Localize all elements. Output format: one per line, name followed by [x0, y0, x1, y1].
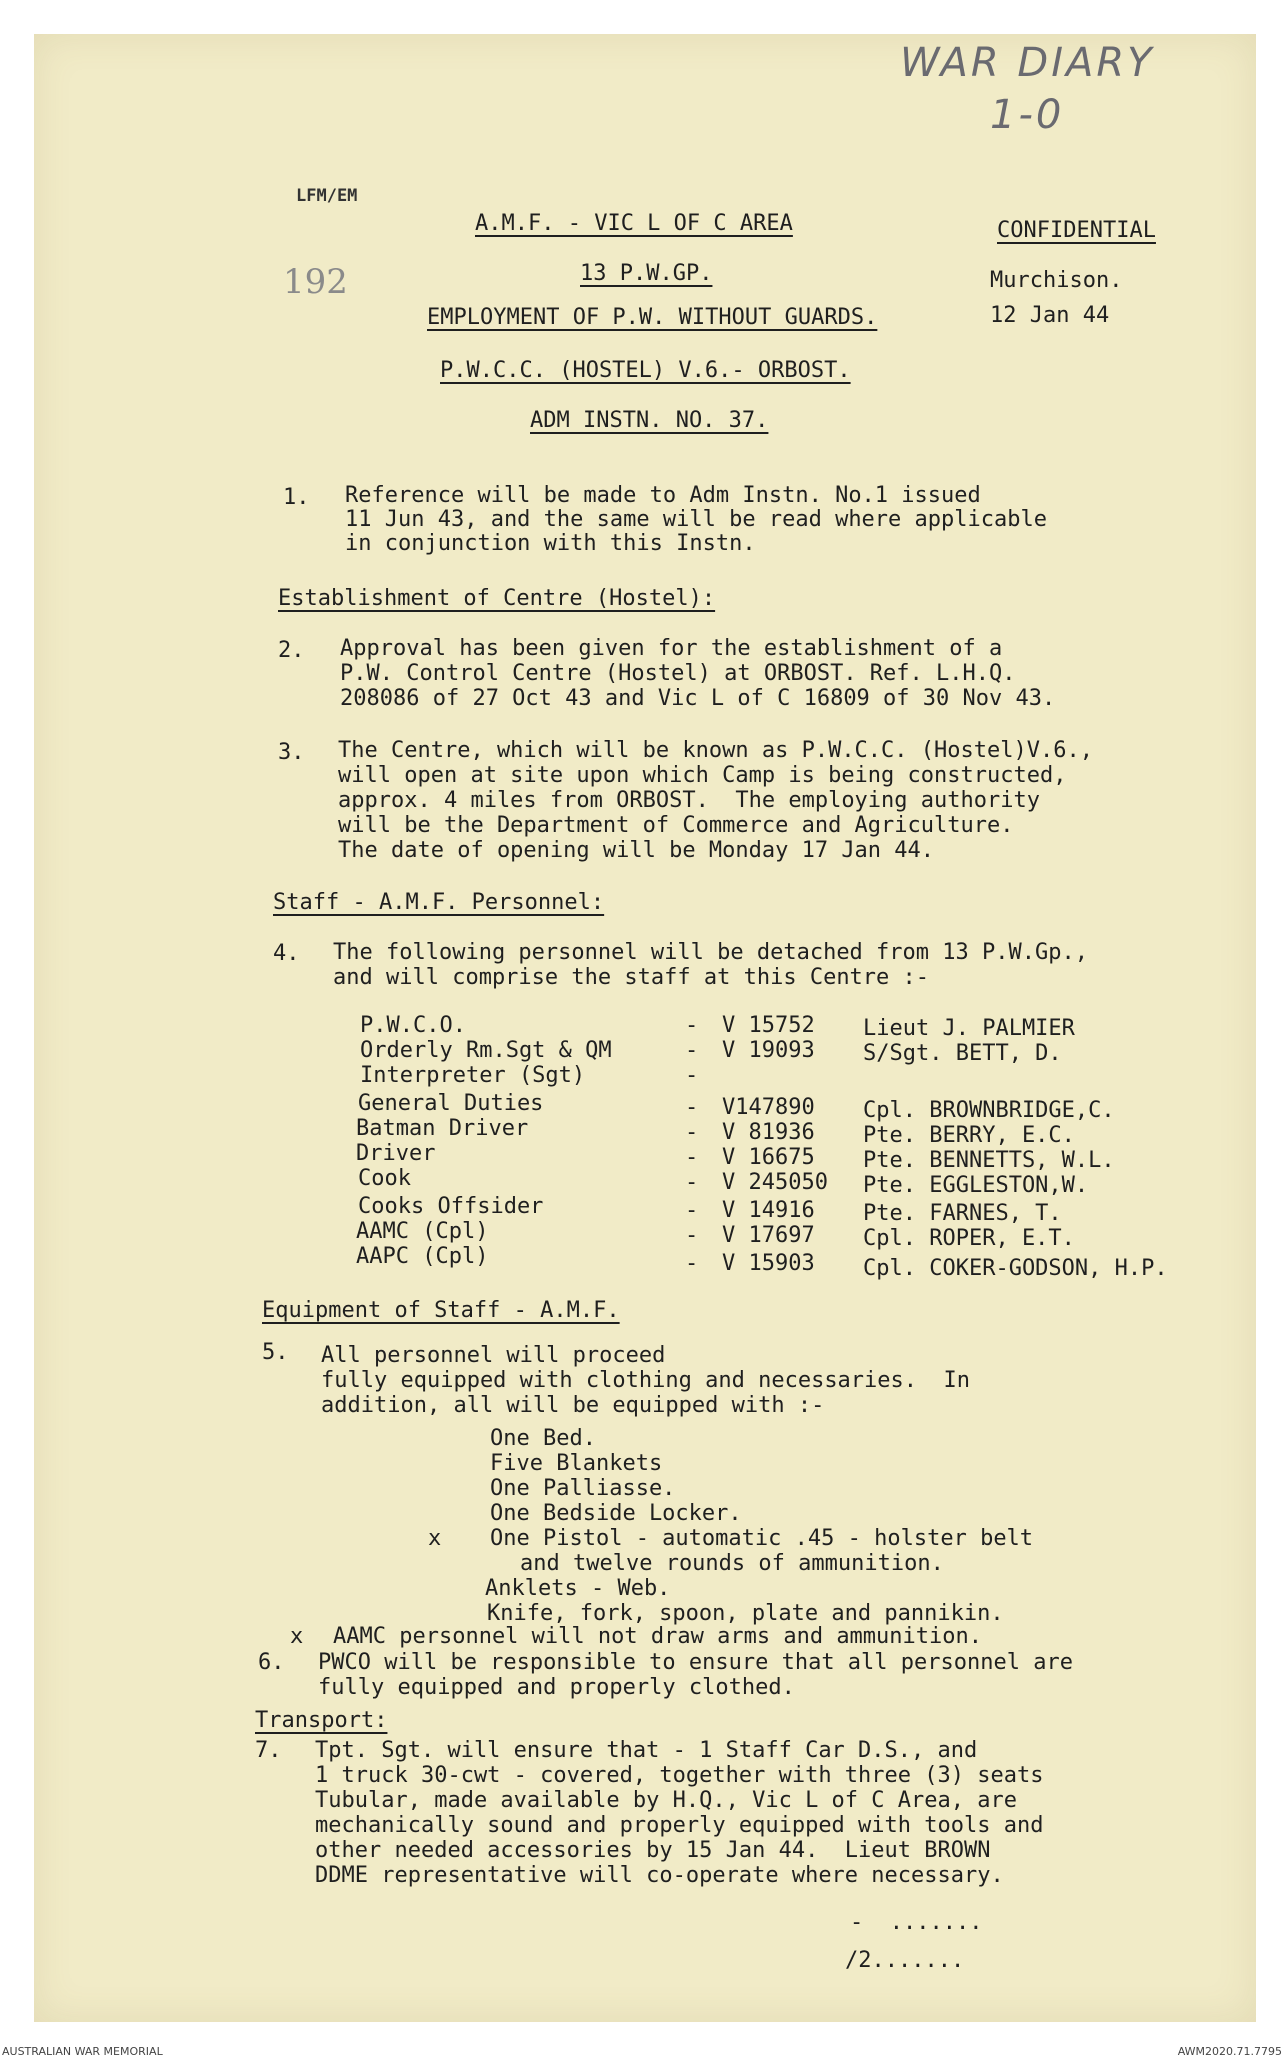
- staff-number: V 245050: [722, 1170, 828, 1195]
- typist-initials: LFM/EM: [296, 186, 358, 206]
- para-1-number: 1.: [283, 485, 310, 510]
- para-3-line: approx. 4 miles from ORBOST. The employing authority: [338, 788, 1040, 813]
- para-2-line: 208086 of 27 Oct 43 and Vic L of C 16809 of 30 Nov 43.: [340, 686, 1056, 711]
- para-7-line: mechanically sound and properly equipped with tools and: [315, 1813, 1044, 1838]
- para-2-number: 2.: [278, 638, 305, 663]
- para-6-line: fully equipped and properly clothed.: [318, 1675, 795, 1700]
- para-1-line: in conjunction with this Instn.: [345, 531, 756, 556]
- staff-role: Interpreter (Sgt): [360, 1063, 586, 1088]
- staff-number: V 17697: [722, 1223, 815, 1248]
- header-instruction: ADM INSTN. NO. 37.: [530, 408, 769, 433]
- staff-name: Pte. EGGLESTON,W.: [863, 1173, 1089, 1198]
- heading-establishment: Establishment of Centre (Hostel):: [278, 586, 716, 611]
- staff-dash: -: [685, 1013, 699, 1038]
- heading-transport: Transport:: [255, 1708, 388, 1733]
- para-6-number: 6.: [258, 1650, 285, 1675]
- heading-equipment: Equipment of Staff - A.M.F.: [262, 1298, 620, 1323]
- staff-dash: -: [685, 1223, 699, 1248]
- date: 12 Jan 44: [990, 303, 1110, 328]
- staff-role: Driver: [356, 1141, 436, 1166]
- staff-name: Pte. BENNETTS, W.L.: [863, 1148, 1115, 1173]
- para-3-line: will open at site upon which Camp is being constructed,: [338, 763, 1067, 788]
- para-7-number: 7.: [255, 1738, 282, 1763]
- para-4-line: The following personnel will be detached from 13 P.W.Gp.,: [333, 940, 1088, 965]
- para-5-line: fully equipped with clothing and necessaries. In: [321, 1368, 971, 1393]
- staff-role: P.W.C.O.: [360, 1013, 466, 1038]
- staff-number: V 19093: [722, 1038, 815, 1063]
- heading-staff: Staff - A.M.F. Personnel:: [273, 890, 605, 915]
- staff-name: Lieut J. PALMIER: [863, 1016, 1075, 1041]
- continuation-dots: - .......: [850, 1910, 983, 1935]
- para-1-line: Reference will be made to Adm Instn. No.1 issued: [345, 483, 981, 508]
- para-3-line: The Centre, which will be known as P.W.C.C. (Hostel)V.6.,: [338, 738, 1093, 763]
- staff-dash: -: [685, 1095, 699, 1120]
- handwritten-war-diary: WAR DIARY: [900, 40, 1155, 86]
- header-title: A.M.F. - VIC L OF C AREA: [475, 211, 793, 236]
- staff-role: General Duties: [358, 1091, 544, 1116]
- footer-left: AUSTRALIAN WAR MEMORIAL: [2, 2045, 163, 2058]
- staff-role: AAMC (Cpl): [356, 1219, 489, 1244]
- equipment-item: One Palliasse.: [490, 1476, 676, 1501]
- handwritten-folio: 1-0: [990, 92, 1065, 138]
- para-3-line: will be the Department of Commerce and Agriculture.: [338, 813, 1014, 838]
- staff-number: V 14916: [722, 1198, 815, 1223]
- note-mark: x: [290, 1624, 304, 1649]
- equipment-item: and twelve rounds of ammunition.: [520, 1551, 944, 1576]
- staff-name: Cpl. ROPER, E.T.: [863, 1226, 1075, 1251]
- staff-dash: -: [685, 1198, 699, 1223]
- para-3-line: The date of opening will be Monday 17 Jan 44.: [338, 838, 935, 863]
- para-7-line: Tpt. Sgt. will ensure that - 1 Staff Car D.S., and: [315, 1738, 978, 1763]
- para-4-line: and will comprise the staff at this Centre :-: [333, 965, 930, 990]
- staff-number: V 16675: [722, 1145, 815, 1170]
- place: Murchison.: [990, 268, 1123, 293]
- header-subject: EMPLOYMENT OF P.W. WITHOUT GUARDS.: [427, 305, 878, 330]
- staff-dash: -: [685, 1120, 699, 1145]
- equipment-item: One Bedside Locker.: [490, 1501, 742, 1526]
- equipment-item: Anklets - Web.: [485, 1576, 671, 1601]
- para-1-line: 11 Jun 43, and the same will be read where applicable: [345, 507, 1047, 532]
- staff-name: Cpl. BROWNBRIDGE,C.: [863, 1098, 1115, 1123]
- para-5-line: All personnel will proceed: [321, 1343, 666, 1368]
- staff-dash: -: [685, 1251, 699, 1276]
- para-2-line: P.W. Control Centre (Hostel) at ORBOST. Ref. L.H.Q.: [340, 661, 1016, 686]
- staff-dash: -: [685, 1038, 699, 1063]
- staff-role: Batman Driver: [356, 1116, 529, 1141]
- staff-role: Orderly Rm.Sgt & QM: [360, 1038, 612, 1063]
- equipment-item: Knife, fork, spoon, plate and pannikin.: [487, 1601, 1004, 1626]
- para-5-number: 5.: [262, 1340, 289, 1365]
- staff-number: V 15752: [722, 1013, 815, 1038]
- para-3-number: 3.: [278, 740, 305, 765]
- staff-role: Cook: [358, 1166, 411, 1191]
- para-7-line: DDME representative will co-operate where necessary.: [315, 1863, 1004, 1888]
- folio-stamp-number: 192: [283, 262, 348, 302]
- staff-number: V147890: [722, 1095, 815, 1120]
- staff-name: Pte. BERRY, E.C.: [863, 1123, 1075, 1148]
- equipment-item: Five Blankets: [490, 1451, 663, 1476]
- staff-number: V 81936: [722, 1120, 815, 1145]
- header-location: P.W.C.C. (HOSTEL) V.6.- ORBOST.: [440, 358, 851, 383]
- staff-dash: -: [685, 1170, 699, 1195]
- staff-name: Cpl. COKER-GODSON, H.P.: [863, 1256, 1168, 1281]
- para-7-line: 1 truck 30-cwt - covered, together with three (3) seats: [315, 1763, 1044, 1788]
- staff-number: V 15903: [722, 1251, 815, 1276]
- staff-dash: -: [685, 1145, 699, 1170]
- para-2-line: Approval has been given for the establishment of a: [340, 636, 1003, 661]
- para-7-line: Tubular, made available by H.Q., Vic L of C Area, are: [315, 1788, 1017, 1813]
- equipment-item: One Bed.: [490, 1426, 596, 1451]
- para-4-number: 4.: [273, 941, 300, 966]
- equipment-item: One Pistol - automatic .45 - holster belt: [490, 1526, 1034, 1551]
- para-6-line: PWCO will be responsible to ensure that all personnel are: [318, 1650, 1073, 1675]
- classification: CONFIDENTIAL: [997, 218, 1156, 243]
- para-7-line: other needed accessories by 15 Jan 44. Lieut BROWN: [315, 1838, 991, 1863]
- para-5-line: addition, all will be equipped with :-: [321, 1393, 825, 1418]
- next-page-marker: /2.......: [845, 1948, 965, 1973]
- equipment-mark: x: [428, 1526, 442, 1551]
- header-group: 13 P.W.GP.: [580, 261, 713, 286]
- aamc-note: AAMC personnel will not draw arms and ammunition.: [333, 1624, 983, 1649]
- staff-dash: -: [685, 1063, 699, 1088]
- footer-right: AWM2020.71.7795: [1177, 2045, 1282, 2058]
- staff-name: Pte. FARNES, T.: [863, 1201, 1062, 1226]
- staff-name: S/Sgt. BETT, D.: [863, 1041, 1062, 1066]
- staff-role: Cooks Offsider: [358, 1194, 544, 1219]
- staff-role: AAPC (Cpl): [356, 1244, 489, 1269]
